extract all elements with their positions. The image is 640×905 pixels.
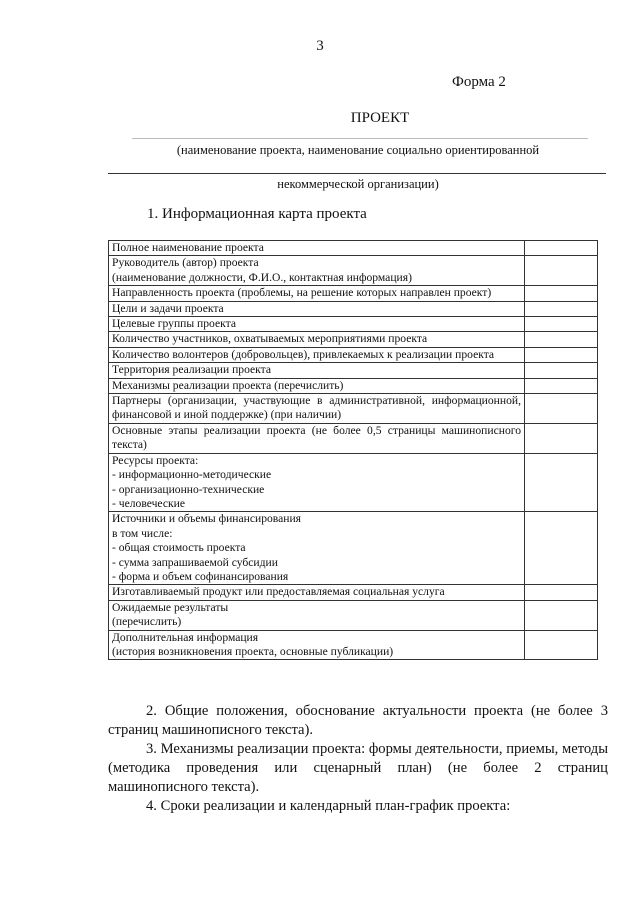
table-row-label-line: Территория реализации проекта (112, 363, 272, 377)
paragraph-3-text: 3. Механизмы реализации проекта: формы деятельности, приемы, методы (методика проведения или сценарный план) (не более 2 страниц машинописного текста). (108, 741, 608, 795)
table-row-label-line: в том числе: (112, 526, 173, 540)
table-row-label-line: Дополнительная информация (112, 630, 259, 644)
table-row-value[interactable] (525, 256, 598, 286)
table-row (109, 600, 598, 630)
table-row-value[interactable] (525, 585, 598, 600)
table-row-label (109, 585, 525, 600)
table-row-value[interactable] (525, 332, 598, 347)
table-row-value[interactable] (525, 286, 598, 301)
table-row (109, 453, 598, 512)
table-row (109, 363, 598, 378)
document-title: ПРОЕКТ (350, 110, 410, 126)
table-row-value[interactable] (525, 453, 598, 512)
table-row-label (109, 241, 525, 256)
table-row-label-line: (история возникновения проекта, основные публикации) (112, 644, 394, 658)
table-row-label (109, 630, 525, 660)
table-row-value[interactable] (525, 347, 598, 362)
table-row-value[interactable] (525, 363, 598, 378)
table-row-value[interactable] (525, 423, 598, 453)
table-row-label-line: Основные этапы реализации проекта (не более 0,5 страницы машинописного текста) (112, 423, 521, 452)
table-row (109, 378, 598, 393)
caption-line-1: (наименование проекта, наименование социально ориентированной (176, 143, 540, 157)
table-row-label (109, 347, 525, 362)
project-info-table-body (109, 241, 598, 660)
table-row-label (109, 453, 525, 512)
table-row-label (109, 423, 525, 453)
table-row-label-line: (перечислить) (112, 615, 182, 629)
table-row-label-line: Направленность проекта (проблемы, на решение которых направлен проект) (112, 286, 492, 300)
table-row (109, 317, 598, 332)
paragraph-3 (108, 740, 608, 797)
paragraph-2 (108, 702, 608, 740)
table-row-label-line: Механизмы реализации проекта (перечислить) (112, 378, 344, 392)
table-row-label-line: - человеческие (112, 496, 185, 510)
table-row-label (109, 301, 525, 316)
table-row-label-line: - общая стоимость проекта (112, 541, 246, 555)
table-row-label-line: Полное наименование проекта (112, 241, 264, 254)
project-info-table (108, 240, 598, 660)
table-row (109, 512, 598, 585)
table-row-label-line: Цели и задачи проекта (112, 301, 224, 315)
page-number: 3 (316, 38, 324, 54)
table-row-value[interactable] (525, 394, 598, 424)
table-row-label-line: Ресурсы проекта: (112, 453, 199, 467)
table-row-label-line: Количество участников, охватываемых мероприятиями проекта (112, 332, 428, 346)
table-row-value[interactable] (525, 301, 598, 316)
organization-name-line (108, 173, 606, 174)
table-row-label-line: Источники и объемы финансирования (112, 512, 302, 526)
table-row-label-line: Ожидаемые результаты (112, 600, 229, 614)
table-row-label-line: - форма и объем софинансирования (112, 569, 289, 583)
table-row-label-line: (наименование должности, Ф.И.О., контактная информация) (112, 270, 412, 284)
table-row (109, 256, 598, 286)
table-row (109, 332, 598, 347)
table-row-label (109, 600, 525, 630)
table-row-label (109, 512, 525, 585)
table-row (109, 423, 598, 453)
table-row-label (109, 378, 525, 393)
table-row-label (109, 317, 525, 332)
table-row-label-line: Партнеры (организации, участвующие в административной, информационной, финансовой и иной поддержке) (при наличии) (112, 394, 521, 422)
paragraph-2-text: 2. Общие положения, обоснование актуальности проекта (не более 3 страниц машинописного текста). (108, 703, 608, 738)
table-row (109, 630, 598, 660)
table-row-value[interactable] (525, 600, 598, 630)
table-row-label-line: Руководитель (автор) проекта (112, 256, 259, 270)
table-row-label (109, 332, 525, 347)
table-row-label-line: - информационно-методические (112, 468, 272, 482)
table-row-label (109, 256, 525, 286)
table-row (109, 286, 598, 301)
table-row-value[interactable] (525, 630, 598, 660)
table-row-label-line: Количество волонтеров (добровольцев), привлекаемых к реализации проекта (112, 347, 495, 361)
table-row-value[interactable] (525, 378, 598, 393)
section-1-heading: 1. Информационная карта проекта (147, 206, 367, 222)
table-row (109, 394, 598, 424)
paragraph-4 (108, 797, 608, 816)
table-row-label-line: Изготавливаемый продукт или предоставляемая социальная услуга (112, 585, 445, 599)
table-row-value[interactable] (525, 512, 598, 585)
table-row (109, 347, 598, 362)
table-row (109, 301, 598, 316)
table-row-label (109, 286, 525, 301)
project-name-line (132, 138, 588, 139)
caption-line-2: некоммерческой организации) (277, 177, 439, 191)
table-row-value[interactable] (525, 317, 598, 332)
table-row-label-line: - организационно-технические (112, 482, 265, 496)
table-row (109, 241, 598, 256)
table-row-label-line: - сумма запрашиваемой субсидии (112, 555, 278, 569)
table-row-label (109, 394, 525, 424)
table-row-label-line: Целевые группы проекта (112, 317, 236, 331)
table-row-label (109, 363, 525, 378)
paragraph-4-text: 4. Сроки реализации и календарный план-график проекта: (146, 798, 511, 814)
form-label: Форма 2 (452, 74, 506, 90)
table-row (109, 585, 598, 600)
table-row-value[interactable] (525, 241, 598, 256)
